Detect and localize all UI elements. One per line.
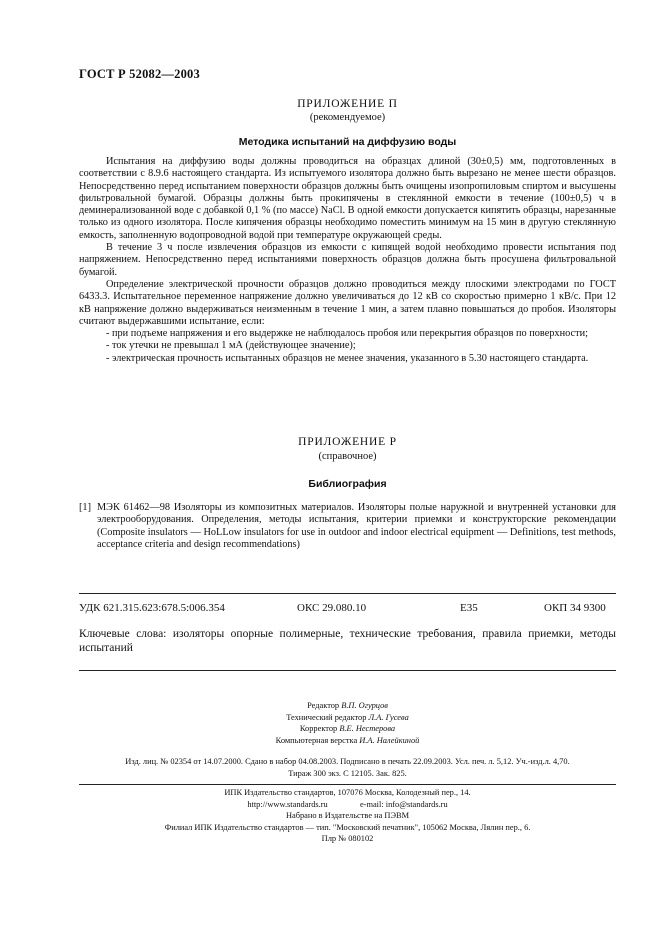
credit-line: Корректор В.Е. Нестерова [299, 724, 396, 733]
publisher-web-line [79, 799, 616, 811]
website-link[interactable]: http://www.standards.ru [247, 799, 328, 809]
appendix-p-body [79, 156, 616, 365]
publisher-line: Плр № 080102 [321, 834, 374, 843]
print-info-line: Изд. лиц. № 02354 от 14.07.2000. Сдано в набор 04.08.2003. Подписано в печать 22.09.2003. Усл. печ. л. 5,12. Уч.-изд.л. 4,70. [125, 757, 570, 766]
divider [79, 593, 616, 594]
publisher-line: Филиал ИПК Издательство стандартов — тип. "Московский печатник", 105062 Москва, Лялин пер., 6. [164, 822, 531, 832]
publisher-info [79, 787, 616, 845]
list-item: - электрическая прочность испытанных образцов не менее значения, указанного в 5.30 настоящего стандарта. [106, 352, 589, 364]
bibliography-entry [79, 502, 616, 551]
list-item: - ток утечки не превышал 1 мА (действующее значение); [106, 340, 356, 352]
credit-line: Компьютерная верстка И.А. Налейкиной [275, 735, 420, 745]
appendix-r-subtitle: (справочное) [318, 451, 377, 462]
publisher-line: Набрано в Издательстве на ПЭВМ [285, 811, 410, 820]
keywords: Ключевые слова: изоляторы опорные полимерные, технические требования, правила приемки, методы испытаний [79, 628, 616, 654]
divider [79, 670, 616, 671]
bibliography-entry-number: [1] [79, 502, 92, 513]
document-code: ГОСТ Р 52082—2003 [79, 67, 200, 81]
appendix-r-title: ПРИЛОЖЕНИЕ Р [298, 436, 397, 448]
e-code: Е35 [460, 602, 478, 614]
list-item: - при подъеме напряжения и его выдержке не наблюдалось пробоя или перекрытия образцов по поверхности; [106, 328, 588, 340]
appendix-p-subtitle: (рекомендуемое) [309, 112, 386, 123]
okp-code: ОКП 34 9300 [544, 602, 606, 614]
paragraph: В течение 3 ч после извлечения образцов из емкости с кипящей водой необходимо провести испытания под напряжением. Непосредственно перед испытаниями поверхность образцов должна быть просушена фильтровальной бумагой. [79, 242, 616, 278]
print-info-line: Тираж 300 экз. С 12105. Зак. 825. [288, 768, 407, 778]
credit-line: Технический редактор Л.А. Гусева [286, 712, 409, 722]
divider [79, 784, 616, 785]
credit-line: Редактор В.П. Огурцов [307, 701, 388, 710]
paragraph: Определение электрической прочности образцов должно проводиться между плоскими электродами по ГОСТ 6433.3. Испытательное переменное напряжение должно увеличиваться до 12 кВ со скоростью примерно 1 кВ/с. При 12 кВ напряжение должно выдерживаться неизменным в течение 1 мин, а затем плавно повышаться до пробоя. Изоляторы считают выдержавшими испытание, если: [79, 278, 616, 327]
credits [79, 700, 616, 746]
print-info [79, 756, 616, 779]
paragraph: Испытания на диффузию воды должны проводиться на образцах длиной (30±0,5) мм, подготовленных в соответствии с 8.9.6 настоящего стандарта. Из испытуемого изолятора должно быть вырезано не менее шести образцов. Непосредственно перед испытанием поверхности образцов должны быть очищены изопропиловым спиртом и высушены фильтровальной бумагой. Образцы должны быть прокипячены в стеклянной емкости в течение (100±0,5) ч в деминерализованной воде с добавкой 0,1 % (по массе) NaCl. В одной емкости допускается кипятить образцы, нарезанные только из одного изолятора. После кипячения образцы необходимо поместить минимум на 15 мин в другую стеклянную емкость, заполненную водопроводной водой при температуре окружающей среды. [79, 156, 616, 241]
email-link[interactable]: e-mail: info@standards.ru [359, 799, 448, 809]
publisher-line: ИПК Издательство стандартов, 107076 Москва, Колодезный пер., 14. [224, 788, 471, 797]
appendix-p-title: ПРИЛОЖЕНИЕ П [297, 98, 398, 110]
appendix-r-heading: Библиография [308, 478, 387, 490]
bibliography-entry-text: МЭК 61462—98 Изоляторы из композитных материалов. Изоляторы полые наружной и внутренней установки для электрооборудования. Определения, методы испытания, критерии приемки и конструкторские рекомендации (Composite insulators — HoLLow insulators for use in outdoor and indoor electrical equipment — Definitions, test methods, acceptance criteria and design recommendations) [97, 502, 616, 550]
oks-code: ОКС 29.080.10 [297, 602, 367, 614]
udc-code: УДК 621.315.623:678.5:006.354 [79, 602, 225, 614]
appendix-p-heading: Методика испытаний на диффузию воды [238, 136, 457, 148]
